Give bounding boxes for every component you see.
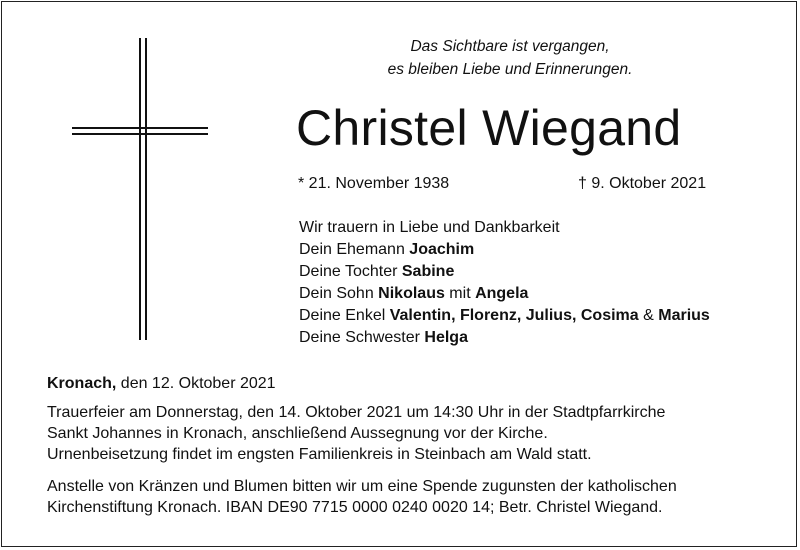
mourner-grandchildren: Deine Enkel Valentin, Florenz, Julius, Cosima & Marius <box>299 307 710 324</box>
death-date: † 9. Oktober 2021 <box>578 175 707 192</box>
son-name: Nikolaus <box>378 285 445 302</box>
funeral-line-2: Sankt Johannes in Kronach, anschließend Aussegnung vor der Kirche. <box>47 425 548 442</box>
funeral-line-3: Urnenbeisetzung findet im engsten Familienkreis in Steinbach am Wald statt. <box>47 446 592 463</box>
quote-line-1: Das Sichtbare ist vergangen, <box>410 38 610 55</box>
grandchildren-names: Valentin, Florenz, Julius, Cosima <box>389 307 639 324</box>
husband-name: Joachim <box>409 241 475 258</box>
mourners-intro: Wir trauern in Liebe und Dankbarkeit <box>299 219 560 236</box>
deceased-name: Christel Wiegand <box>296 100 682 156</box>
funeral-line-1: Trauerfeier am Donnerstag, den 14. Oktober 2021 um 14:30 Uhr in der Stadtpfarrkirche <box>47 404 666 421</box>
mourner-daughter: Deine Tochter Sabine <box>299 263 455 280</box>
quote-line-2: es bleiben Liebe und Erinnerungen. <box>387 61 633 78</box>
mourner-sister: Deine Schwester Helga <box>299 329 468 346</box>
son-partner-name: Angela <box>475 285 529 302</box>
birth-date: * 21. November 1938 <box>298 175 450 192</box>
daughter-name: Sabine <box>401 263 455 280</box>
grandchild-last-name: Marius <box>658 307 710 324</box>
place-city: Kronach, <box>47 375 117 392</box>
mourner-husband: Dein Ehemann Joachim <box>299 241 475 258</box>
place-date: Kronach, den 12. Oktober 2021 <box>47 375 276 392</box>
donation-line-1: Anstelle von Kränzen und Blumen bitten wir um eine Spende zugunsten der katholischen <box>47 478 677 495</box>
sister-name: Helga <box>424 329 468 346</box>
donation-line-2: Kirchenstiftung Kronach. IBAN DE90 7715 0000 0240 0020 14; Betr. Christel Wiegand. <box>47 499 663 516</box>
mourner-son: Dein Sohn Nikolaus mit Angela <box>299 285 529 302</box>
